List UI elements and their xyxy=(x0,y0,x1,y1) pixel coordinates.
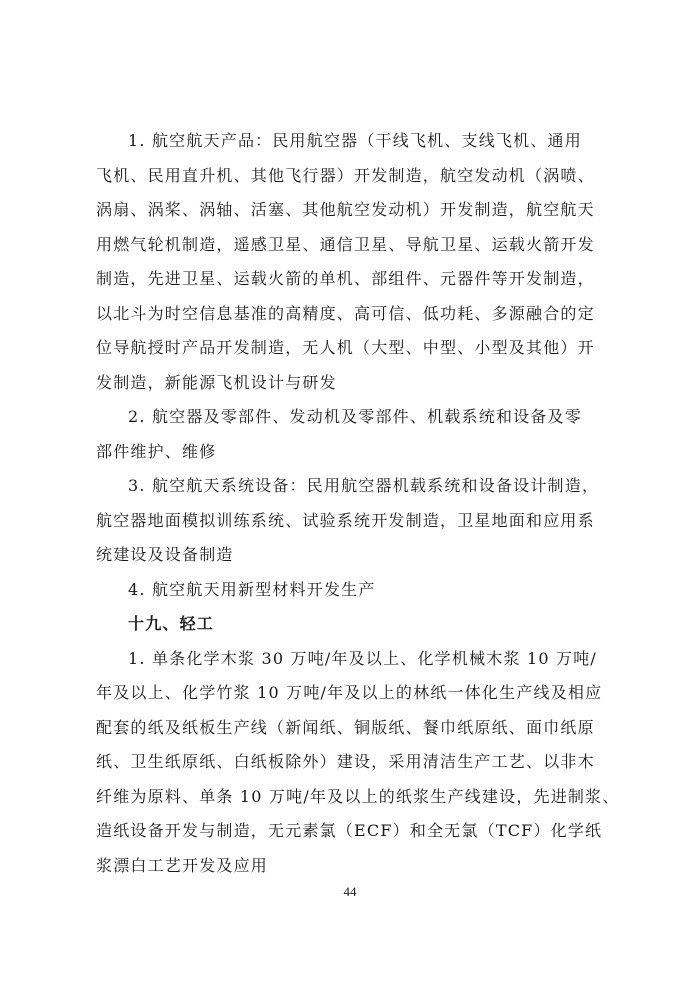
paragraph-4-line-1: 4. 航空航天用新型材料开发生产 xyxy=(128,579,376,599)
section-heading: 十九、轻工 xyxy=(128,614,215,633)
paragraph-1-line-3: 涡扇、涡桨、涡轴、活塞、其他航空发动机）开发制造，航空航天 xyxy=(96,200,595,219)
paragraph-5-line-5: 纤维为原料、单条 10 万吨/年及以上的纸浆生产线建设，先进制浆、 xyxy=(96,786,620,806)
paragraph-1-line-6: 以北斗为时空信息基准的高精度、高可信、低功耗、多源融合的定 xyxy=(96,303,595,323)
paragraph-5-line-1: 1. 单条化学木浆 30 万吨/年及以上、化学机械木浆 10 万吨/ xyxy=(128,648,597,668)
paragraph-2-line-1: 2. 航空器及零部件、发动机及零部件、机载系统和设备及零 xyxy=(128,407,582,426)
paragraph-2-line-2: 部件维护、维修 xyxy=(96,441,217,461)
paragraph-1-line-1: 1. 航空航天产品：民用航空器（干线飞机、支线飞机、通用 xyxy=(128,131,582,150)
paragraph-5-line-3: 配套的纸及纸板生产线（新闻纸、铜版纸、餐巾纸原纸、面巾纸原 xyxy=(96,717,595,737)
paragraph-3-line-1: 3. 航空航天系统设备：民用航空器机载系统和设备设计制造， xyxy=(128,476,600,495)
paragraph-5-line-4: 纸、卫生纸原纸、白纸板除外）建设，采用清洁生产工艺、以非木 xyxy=(96,752,595,771)
page-number: 44 xyxy=(343,884,357,899)
paragraph-1-line-4: 用燃气轮机制造，遥感卫星、通信卫星、导航卫星、运载火箭开发 xyxy=(96,234,595,254)
paragraph-5-line-2: 年及以上、化学竹浆 10 万吨/年及以上的林纸一体化生产线及相应 xyxy=(96,683,603,702)
paragraph-1-line-8: 发制造，新能源飞机设计与研发 xyxy=(96,372,337,392)
paragraph-1-line-5: 制造，先进卫星、运载火箭的单机、部组件、元器件等开发制造， xyxy=(96,269,595,288)
paragraph-5-line-6: 造纸设备开发与制造，无元素氯（ECF）和全无氯（TCF）化学纸 xyxy=(96,821,603,840)
document-body xyxy=(96,124,620,883)
paragraph-1-line-2: 飞机、民用直升机、其他飞行器）开发制造，航空发动机（涡喷、 xyxy=(96,165,595,185)
paragraph-3-line-2: 航空器地面模拟训练系统、试验系统开发制造，卫星地面和应用系 xyxy=(96,510,595,530)
paragraph-3-line-3: 统建设及设备制造 xyxy=(96,545,234,564)
paragraph-1-line-7: 位导航授时产品开发制造，无人机（大型、中型、小型及其他）开 xyxy=(96,338,595,357)
paragraph-5-line-7: 浆漂白工艺开发及应用 xyxy=(96,855,269,875)
